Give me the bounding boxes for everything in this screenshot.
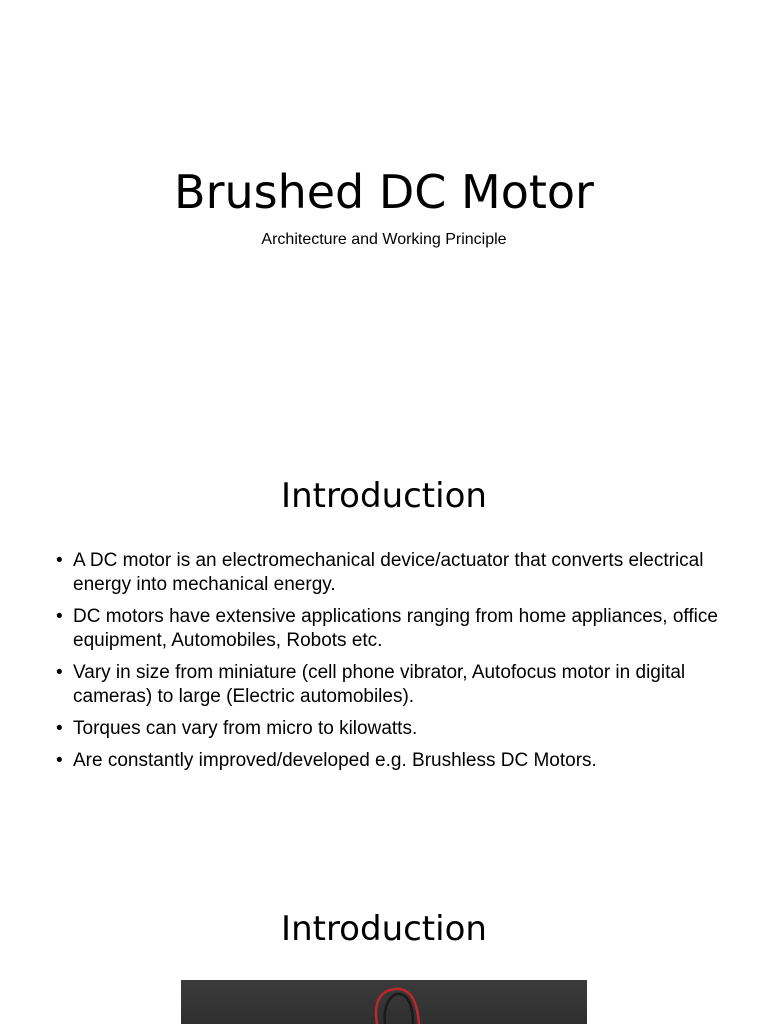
photo-icon	[181, 980, 587, 1024]
bullet-list	[56, 549, 726, 781]
bullet-icon: •	[56, 550, 63, 571]
bullet-item	[56, 717, 726, 741]
bullet-item	[56, 749, 726, 773]
motor-photo	[181, 980, 587, 1024]
bullet-item	[56, 605, 726, 653]
bullet-text: Torques can vary from micro to kilowatts.	[73, 718, 418, 739]
bullet-text: Vary in size from miniature (cell phone vibrator, Autofocus motor in digital cameras) to large (Electric automobiles).	[73, 662, 686, 707]
slide-title: Brushed DC Motor	[174, 165, 594, 219]
bullet-item	[56, 661, 726, 709]
bullet-text: A DC motor is an electromechanical device/actuator that converts electrical energy into mechanical energy.	[73, 550, 704, 595]
section-title: Introduction	[281, 909, 487, 949]
bullet-item	[56, 549, 726, 597]
bullet-text: DC motors have extensive applications ranging from home appliances, office equipment, Automobiles, Robots etc.	[73, 606, 718, 651]
bullet-icon: •	[56, 718, 63, 739]
slide-subtitle: Architecture and Working Principle	[261, 231, 507, 248]
bullet-icon: •	[56, 662, 63, 683]
bullet-text: Are constantly improved/developed e.g. Brushless DC Motors.	[73, 750, 597, 771]
bullet-icon: •	[56, 750, 63, 771]
bullet-icon: •	[56, 606, 63, 627]
section-title: Introduction	[281, 476, 487, 516]
